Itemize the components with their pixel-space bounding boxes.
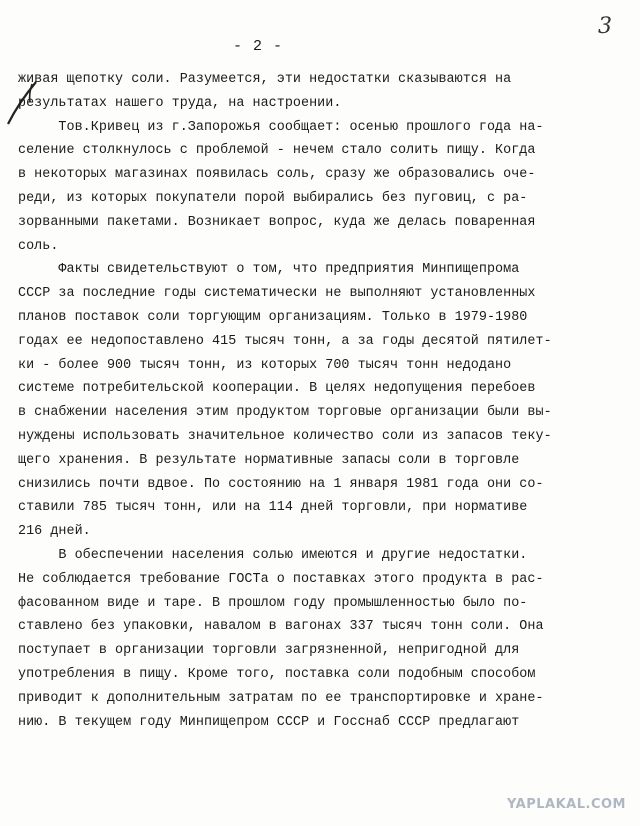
text-line: ки - более 900 тысяч тонн, из которых 700 тысяч тонн недодано [18, 357, 512, 373]
handwritten-page-number: 3 [598, 14, 612, 39]
text-line: планов поставок соли торгующим организациям. Только в 1979-1980 [18, 309, 528, 325]
text-line: приводит к дополнительным затратам по ее транспортировке и хране- [18, 690, 544, 706]
text-line: в снабжении населения этим продуктом торговые организации были вы- [18, 405, 552, 421]
page-number: - 2 - [233, 38, 284, 55]
text-line: реди, из которых покупатели порой выбирались без пуговиц, с ра- [18, 190, 528, 206]
text-line: Не соблюдается требование ГОСТа о поставках этого продукта в рас- [18, 571, 544, 587]
text-line: снизились почти вдвое. По состоянию на 1 января 1981 года они со- [18, 476, 544, 492]
text-line: нию. В текущем году Минпищепром СССР и Госснаб СССР предлагают [18, 714, 520, 730]
text-line: Тов.Кривец из г.Запорожья сообщает: осенью прошлого года на- [18, 119, 544, 135]
text-line: результатах нашего труда, на настроении. [18, 95, 342, 111]
text-line: поступает в организации торговли загрязненной, непригодной для [18, 643, 520, 659]
text-line: фасованном виде и таре. В прошлом году промышленностью было по- [18, 595, 528, 611]
text-line: Факты свидетельствуют о том, что предприятия Минпищепрома [18, 262, 520, 278]
text-line: соль. [18, 238, 59, 254]
text-line: годах ее недопоставлено 415 тысяч тонн, а за годы десятой пятилет- [18, 333, 552, 349]
text-line: В обеспечении населения солью имеются и другие недостатки. [18, 547, 528, 563]
text-line: в некоторых магазинах появилась соль, сразу же образовались оче- [18, 167, 536, 183]
text-line: зорванными пакетами. Возникает вопрос, куда же делась поваренная [18, 214, 536, 230]
text-line: ставили 785 тысяч тонн, или на 114 дней торговли, при нормативе [18, 500, 528, 516]
text-line: употребления в пищу. Кроме того, поставка соли подобным способом [18, 666, 536, 682]
text-line: системе потребительской кооперации. В целях недопущения перебоев [18, 381, 536, 397]
text-line: щего хранения. В результате нормативные запасы соли в торговле [18, 452, 520, 468]
body-text [18, 68, 618, 734]
text-line: 216 дней. [18, 524, 91, 540]
text-line: селение столкнулось с проблемой - нечем стало солить пищу. Когда [18, 143, 536, 159]
text-line: нуждены использовать значительное количество соли из запасов теку- [18, 428, 552, 444]
text-line: СССР за последние годы систематически не выполняют установленных [18, 286, 536, 302]
watermark: YAPLAKAL.COM [507, 797, 626, 812]
text-line: ставлено без упаковки, навалом в вагонах 337 тысяч тонн соли. Она [18, 619, 544, 635]
text-line: живая щепотку соли. Разумеется, эти недостатки сказываются на [18, 72, 512, 87]
